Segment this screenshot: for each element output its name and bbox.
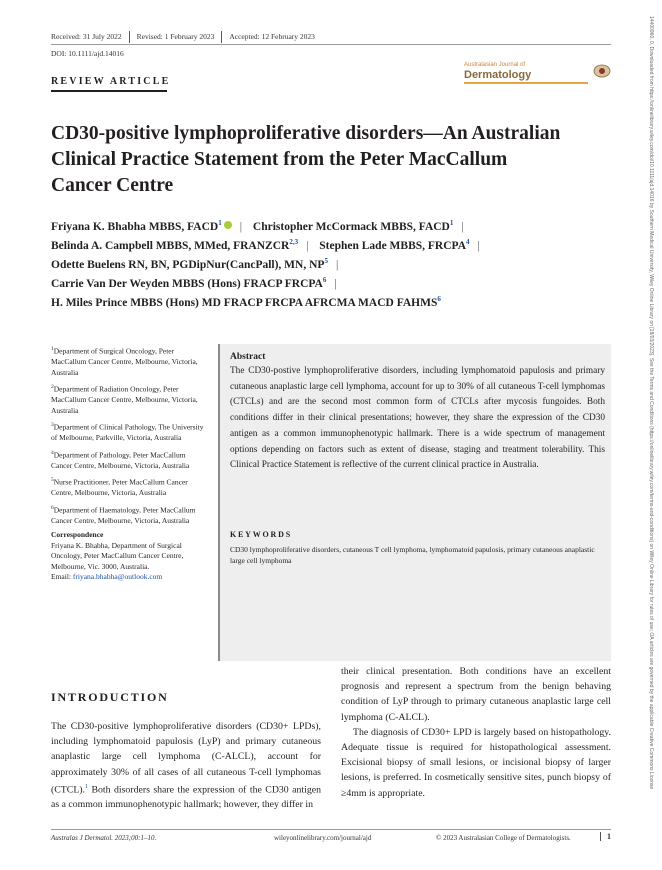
body-column-right [341,664,611,801]
author-affiliation-ref[interactable]: 6 [437,295,441,304]
footer-citation: Australas J Dermatol. 2023;00:1–10. [51,834,157,842]
author-name[interactable]: Stephen Lade MBBS, FRCPA [319,240,467,252]
affiliations [51,344,206,583]
author-affiliation-ref[interactable]: 4 [466,238,470,247]
paragraph: The diagnosis of CD30+ LPD is largely based on histopathology. Adequate tissue is required for histopathological assessment. Excisional biopsy of small lesions, or incisional biopsy of larger lesions, is preferred. In cosmetically sensitive sites, punch biopsy of ≥4mm is appropriate. [341,726,611,799]
author-name[interactable]: Christopher McCormack MBBS, FACD [252,221,450,233]
correspondence-heading: Correspondence [51,530,104,539]
author-name[interactable]: Odette Buelens RN, BN, PGDipNur(CancPall), MN, NP [51,259,325,271]
affiliation-item: $^4$Department of Pathology, Peter MacCallum Cancer Centre, Melbourne, Victoria, Australia [51,449,190,470]
affiliation-item: $^1$Department of Surgical Oncology, Peter MacCallum Cancer Centre, Melbourne, Victoria, Australia [51,346,198,377]
author-name[interactable]: Friyana K. Bhabha MBBS, FACD [51,221,219,233]
keywords-text: CD30 lymphoproliferative disorders, cutaneous T cell lymphoma, lymphomatoid papulosis, primary cutaneous anaplastic large cell lymphoma [230,545,595,565]
article-title: CD30-positive lymphoproliferative disorders—An Australian Clinical Practice Statement from the Peter MacCallum Cancer Centre [51,123,561,196]
correspondence-email-line: Email: friyana.bhabha@outlook.com [51,572,163,581]
accepted-date: Accepted: 12 February 2023 [221,31,322,43]
author-name[interactable]: H. Miles Prince MBBS (Hons) MD FRACP FRCPA AFRCMA MACD FAHMS [51,297,438,309]
journal-logo[interactable] [464,62,614,84]
article-dates [51,31,322,43]
journal-logo-title: Dermatology [464,69,532,81]
download-sidebar [648,16,657,856]
author-affiliation-ref[interactable]: 5 [324,257,328,266]
footer-url[interactable]: wileyonlinelibrary.com/journal/ajd [274,834,372,842]
author-affiliation-ref[interactable]: 1 [218,219,222,228]
paragraph: their clinical presentation. Both conditions have an excellent prognosis and represent a spectrum from the benign behaving condition of LyP through to primary cutaneous anaplastic large cell lymphoma (C-ALCL). [341,666,611,723]
orcid-icon[interactable] [224,221,232,229]
author-separator: | [461,221,464,233]
header-divider [51,44,611,45]
journal-logo-bar [464,82,588,84]
abstract-text: The CD30-postive lymphoproliferative disorders, including lymphomatoid papulosis and primary cutaneous anaplastic large cell lymphoma, account for up to 30% of all cutaneous T-cell lymphomas (CTCLs) and are the second most common form of CTCLs after mycosis fungoides. Both conditions differ in their clinical presentations; however, they share the expression of the CD30 antigen as a common immunophenotypic hallmark. There is a wide spectrum of management options depending on factors such as extent of disease, staging and treatment tolerability. This Clinical Practice Statement is reflective of the current clinical practice in Australia. [230,366,605,471]
author-separator: | [306,240,309,252]
author-name[interactable]: Belinda A. Campbell MBBS, MMed, FRANZCR [51,240,290,252]
abstract-box [218,344,611,661]
correspondence-text: Friyana K. Bhabha, Department of Surgical Oncology, Peter MacCallum Cancer Centre, Melbourne, Vic. 3000, Australia. [51,540,184,571]
author-name[interactable]: Carrie Van Der Weyden MBBS (Hons) FRACP FRCPA [51,278,323,290]
download-notice: 14400960, 0, Downloaded from https://onlinelibrary.wiley.com/doi/10.1111/ajd.14016 by Southern Medical University, Wiley Online Library on [18/03/2023]. See the Terms and Conditions (https://onlinelibrary.wiley.com/terms-and-conditions) on Wiley Online Library for rules of use; OA articles are governed by the applicable Creative Commons License [648,16,654,790]
footer-divider [51,829,611,830]
college-seal-icon [593,64,611,78]
journal-logo-subtitle: Australasian Journal of [464,62,526,68]
footer-copyright: © 2023 Australasian College of Dermatologists. [436,834,571,842]
section-tag: REVIEW ARTICLE [51,76,171,87]
author-separator: | [239,221,243,233]
author-affiliation-ref[interactable]: 2,3 [289,238,299,247]
received-date: Received: 31 July 2022 [51,32,122,41]
author-affiliation-ref[interactable]: 6 [322,276,327,285]
introduction-heading: INTRODUCTION [51,690,169,704]
email-link[interactable]: friyana.bhabha@outlook.com [72,572,163,581]
author-separator: | [477,240,480,252]
author-affiliation-ref[interactable]: 1 [449,219,454,228]
affiliation-item: $^3$Department of Clinical Pathology, The University of Melbourne, Parkville, Victoria, Australia [51,422,204,442]
affiliation-item: $^5$Nurse Practitioner, Peter MacCallum Cancer Centre, Melbourne, Victoria, Australia [51,477,188,497]
body-column-left: The CD30-positive lymphoproliferative disorders (CD30+ LPDs), including lymphomatoid papulosis (LyP) and primary cutaneous anaplastic large cell lymphoma (C-ALCL), account for approximately 30% of all cases of all cutaneous T-cell lymphomas (CTCL).$^1$ Both disorders share the expression of the CD30 antigen as a common immunophenotypic hallmark; however, they differ in [51,721,321,811]
doi[interactable]: DOI: 10.1111/ajd.14016 [51,49,124,58]
citation-ref[interactable]: 1 [85,783,89,790]
author-separator: | [335,259,339,271]
keywords-heading: KEYWORDS [230,530,292,539]
abstract-heading: Abstract [230,352,266,362]
revised-date: Revised: 1 February 2023 [129,31,222,43]
author-separator: | [334,278,337,290]
affiliation-item: $^6$Department of Haematology, Peter MacCallum Cancer Centre, Melbourne, Victoria, Australia [51,504,196,525]
author-list [51,218,611,313]
affiliation-item: $^2$Department of Radiation Oncology, Peter MacCallum Cancer Centre, Melbourne, Victoria, Australia [51,384,198,415]
page-number: 1 [600,832,611,841]
section-tag-underline [51,90,167,92]
